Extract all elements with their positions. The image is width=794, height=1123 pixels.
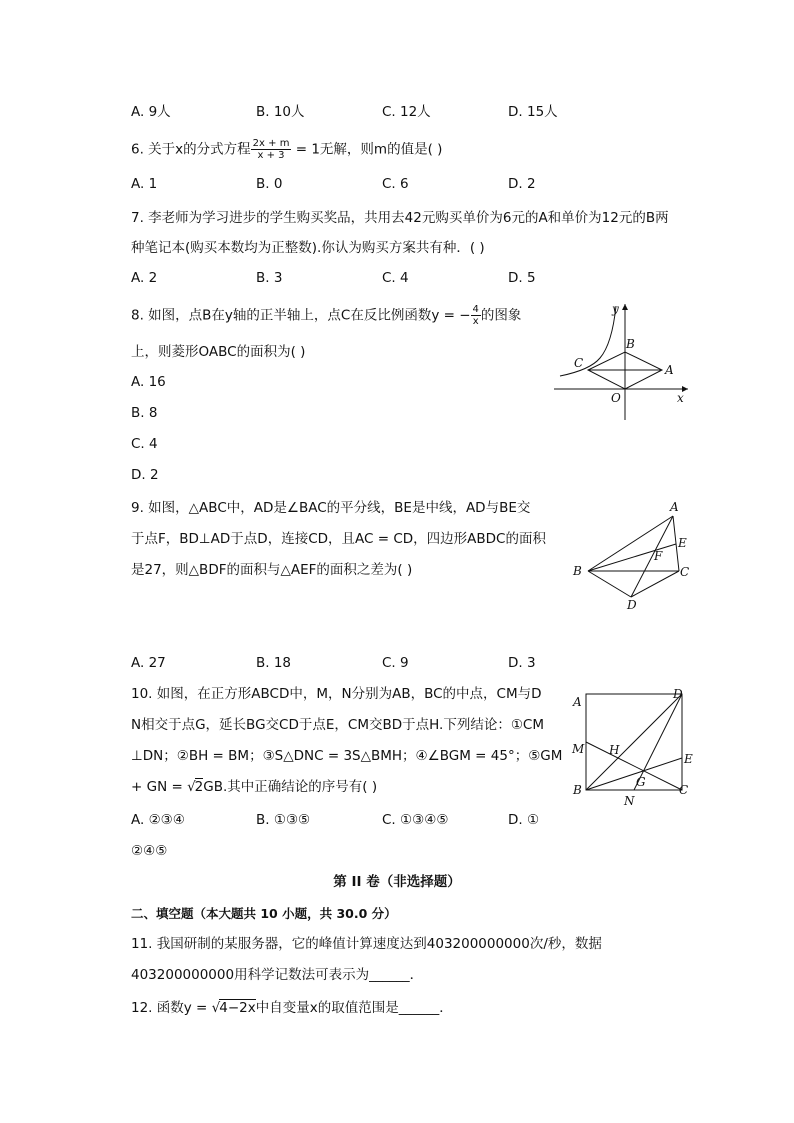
q9-label-c: C: [680, 565, 690, 579]
q8-option-c: C. 4: [131, 436, 158, 452]
q8-label-x: x: [677, 391, 684, 405]
q8-option-b: B. 8: [131, 405, 158, 421]
q10-label-c: C: [679, 783, 689, 797]
q12-stem: [131, 998, 453, 1018]
q9-label-d: D: [627, 598, 637, 612]
q8-stem: [131, 304, 521, 327]
q9-label-f: F: [654, 549, 663, 563]
q6-option-c: C. 6: [382, 176, 409, 192]
q9-seg-be: [588, 544, 676, 571]
q8-label-o: O: [611, 391, 621, 405]
q8-label-y: y: [612, 302, 619, 316]
q10-label-e: E: [684, 752, 693, 766]
q9-line3: 是27，则△BDF的面积与△AEF的面积之差为( ): [131, 562, 413, 578]
q8-prefix: 8. 如图，点B在y轴的正半轴上，点C在反比例函数y = −: [131, 307, 471, 324]
q9-label-b: B: [573, 564, 582, 578]
q10-option-d-cont: ②④⑤: [131, 843, 168, 859]
q11-line1: 11. 我国研制的某服务器，它的峰值计算速度达到403200000000次/秒，数据: [131, 936, 602, 952]
q8-fraction: [471, 304, 481, 327]
q6-prefix: 6. 关于x的分式方程: [131, 141, 251, 158]
q10-sqrt: 2: [194, 779, 204, 795]
q10-label-n: N: [624, 794, 635, 808]
q10-option-c: C. ①③④⑤: [382, 812, 449, 828]
q9-seg-bd: [588, 571, 631, 597]
q8-label-b: B: [626, 337, 635, 351]
q9-label-e: E: [678, 536, 687, 550]
q10-label-h: H: [609, 743, 620, 757]
q10-option-a: A. ②③④: [131, 812, 185, 828]
q8-label-c: C: [574, 356, 584, 370]
q6-suffix: = 1无解，则m的值是( ): [291, 141, 443, 158]
q12-sqrt: 4−2x: [219, 1000, 256, 1016]
q10-label-g: G: [636, 775, 646, 789]
q8-option-d: D. 2: [131, 467, 159, 483]
q9-figure: [565, 496, 700, 616]
q8-y-arrow: [622, 304, 628, 310]
q9-label-a: A: [670, 500, 679, 514]
q8-frac-num: 4: [472, 304, 479, 315]
q12-prefix: 12. 函数y =: [131, 1000, 212, 1016]
q6-frac-num: 2x + m: [252, 138, 290, 149]
q7-option-d: D. 5: [508, 270, 536, 286]
q9-seg-ad: [631, 516, 673, 597]
q6-frac-den: x + 3: [257, 150, 285, 161]
q7-option-c: C. 4: [382, 270, 409, 286]
q10-line4: [131, 777, 377, 797]
q10-label-b: B: [573, 783, 582, 797]
q8-label-a: A: [665, 363, 674, 377]
q10-figure: [566, 684, 696, 809]
q8-option-a: A. 16: [131, 374, 166, 390]
q10-option-d: D. ①: [508, 812, 540, 828]
q10-option-b: B. ①③⑤: [256, 812, 311, 828]
q5-option-d: D. 15人: [508, 104, 558, 120]
q9-option-b: B. 18: [256, 655, 292, 671]
q7-line1: 7. 李老师为学习进步的学生购买奖品，共用去42元购买单价为6元的A和单价为12元的B两: [131, 210, 669, 226]
q5-option-b: B. 10人: [256, 104, 305, 120]
q12-sqrt-sign: √: [211, 1000, 221, 1016]
q8-hyperbola: [560, 306, 616, 376]
q12-suffix: 中自变量x的取值范围是______．: [255, 1000, 453, 1016]
q6-option-d: D. 2: [508, 176, 536, 192]
q10-seg-be: [586, 758, 682, 790]
q6-option-a: A. 1: [131, 176, 158, 192]
q7-option-b: B. 3: [256, 270, 283, 286]
q9-line1: 9. 如图，△ABC中，AD是∠BAC的平分线，BE是中线，AD与BE交: [131, 500, 531, 516]
q8-figure: [550, 296, 695, 426]
q10-label-d: D: [673, 687, 683, 701]
q10-seg-mc: [586, 742, 682, 790]
section-subtitle: 二、填空题（本大题共 10 小题，共 30.0 分）: [131, 906, 397, 921]
q10-line1: 10. 如图，在正方形ABCD中，M，N分别为AB，BC的中点，CM与D: [131, 686, 542, 702]
q10-label-a: A: [573, 695, 582, 709]
q11-line2: 403200000000用科学记数法可表示为______．: [131, 967, 424, 983]
q9-line2: 于点F，BD⊥AD于点D，连接CD，且AC = CD，四边形ABDC的面积: [131, 531, 546, 547]
q8-suffix: 的图象: [480, 307, 522, 324]
q10-diag-bd: [586, 694, 682, 790]
q8-line2: 上，则菱形OABC的面积为( ): [131, 344, 306, 360]
q6-stem: [131, 138, 442, 161]
q10-line4-b: GB.其中正确结论的序号有( ): [203, 779, 378, 795]
section-title: 第 II 卷（非选择题）: [333, 874, 461, 890]
q5-option-c: C. 12人: [382, 104, 431, 120]
q8-frac-den: x: [472, 316, 479, 327]
q6-fraction: [251, 138, 292, 161]
q6-option-b: B. 0: [256, 176, 283, 192]
q10-line2: N相交于点G，延长BG交CD于点E，CM交BD于点H.下列结论：①CM: [131, 717, 545, 733]
q7-option-a: A. 2: [131, 270, 158, 286]
q10-line4-a: + GN =: [131, 779, 188, 795]
q9-option-d: D. 3: [508, 655, 536, 671]
q9-option-c: C. 9: [382, 655, 409, 671]
q5-option-a: A. 9人: [131, 104, 171, 120]
q10-line3: ⊥DN；②BH = BM；③S△DNC = 3S△BMH；④∠BGM = 45°；⑤GM: [131, 748, 563, 764]
q7-line2: 种笔记本(购买本数均为正整数).你认为购买方案共有种．( ): [131, 240, 485, 256]
q9-option-a: A. 27: [131, 655, 166, 671]
q10-sqrt-sign: √: [187, 779, 196, 795]
q10-label-m: M: [572, 742, 585, 756]
